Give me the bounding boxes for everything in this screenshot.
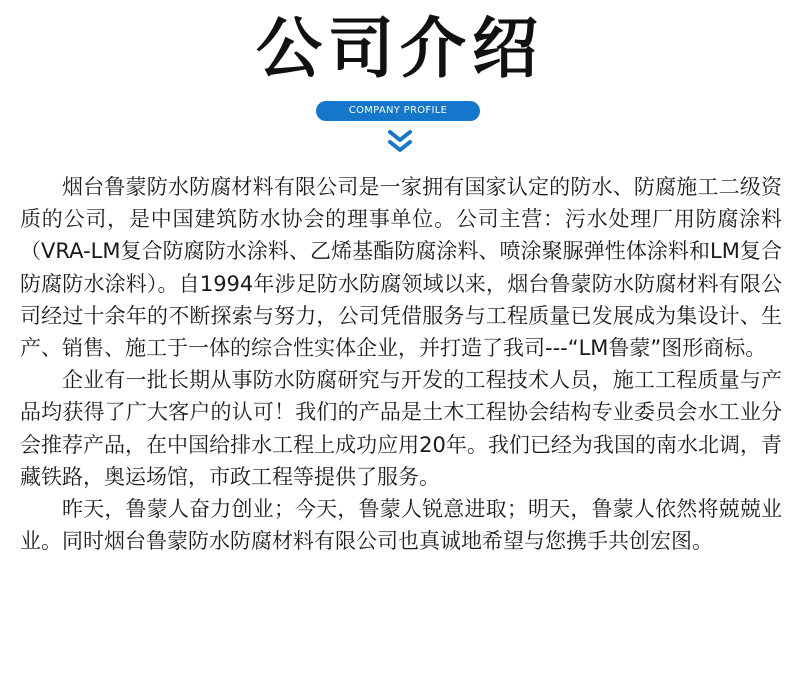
paragraph-team: 企业有一批长期从事防水防腐研究与开发的工程技术人员，施工工程质量与产品均获得了广大客户的认可！我们的产品是土木工程协会结构专业委员会水工业分会推荐产品，在中国给排水工程上成功应用20年。我们已经为我国的南水北调，青藏铁路，奥运场馆，市政工程等提供了服务。 — [20, 368, 782, 489]
subtitle-badge: COMPANY PROFILE — [316, 101, 480, 121]
paragraph-vision: 昨天，鲁蒙人奋力创业；今天，鲁蒙人锐意进取；明天，鲁蒙人依然将兢兢业业。同时烟台鲁蒙防水防腐材料有限公司也真诚地希望与您携手共创宏图。 — [20, 497, 782, 554]
profile-body — [20, 171, 782, 557]
page-title: 公司介绍 — [256, 10, 544, 87]
paragraph-intro: 烟台鲁蒙防水防腐材料有限公司是一家拥有国家认定的防水、防腐施工二级资质的公司，是中国建筑防水协会的理事单位。公司主营：污水处理厂用防腐涂料（VRA-LM复合防腐防水涂料、乙烯基酯防腐涂料、喷涂聚脲弹性体涂料和LM复合防腐防水涂料）。自1994年涉足防水防腐领域以来，烟台鲁蒙防水防腐材料有限公司经过十余年的不断探索与努力，公司凭借服务与工程质量已发展成为集设计、生产、销售、施工于一体的综合性实体企业，并打造了我司---“LM鲁蒙”图形商标。 — [20, 175, 782, 361]
double-chevron-down-icon — [386, 128, 414, 154]
